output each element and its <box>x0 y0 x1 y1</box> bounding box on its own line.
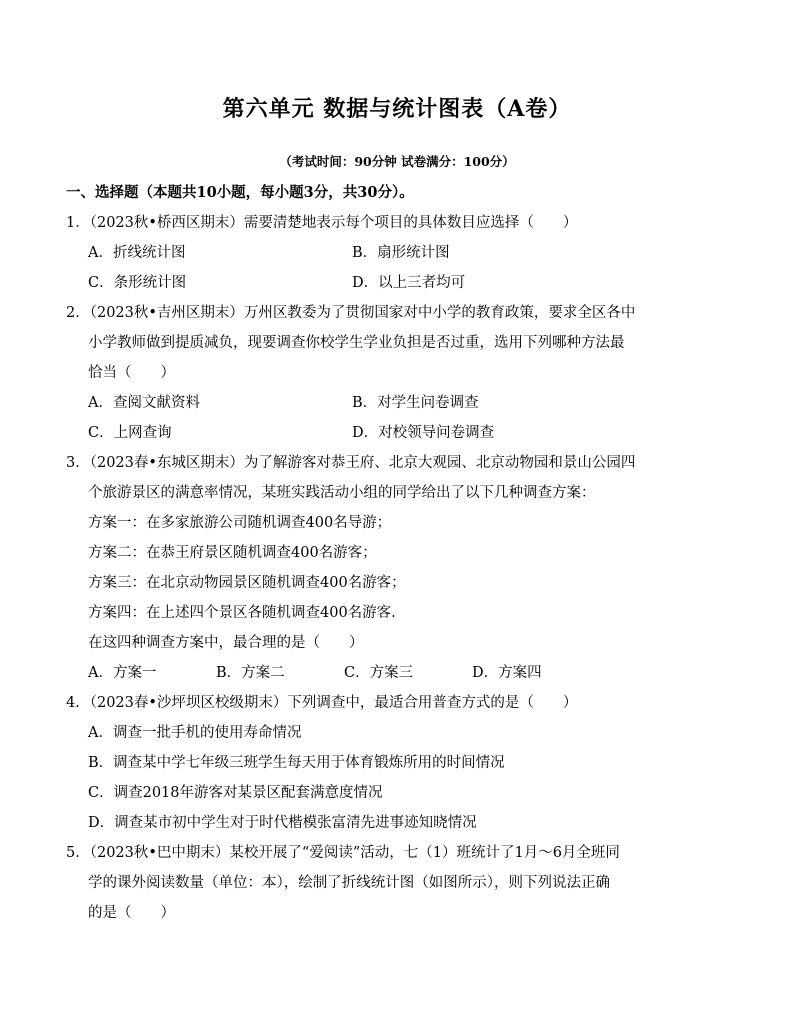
question-1 <box>66 208 686 298</box>
question-stem-continued: 小学教师做到提质减负，现要调查你校学生学业负担是否过重，选用下列哪种方法最 <box>88 335 625 351</box>
question-prompt: 在这四种调查方案中，最合理的是（ ） <box>88 635 364 651</box>
option-c[interactable]: C．方案三 <box>344 665 414 681</box>
plan-2: 方案二：在恭王府景区随机调查400名游客； <box>88 545 377 561</box>
option-b[interactable]: B．对学生问卷调查 <box>352 395 479 411</box>
option-a[interactable]: A．方案一 <box>88 665 157 681</box>
question-stem-continued: 的是（ ） <box>88 905 175 921</box>
options-row <box>66 658 686 688</box>
question-stem: 2．（2023秋•吉州区期末）万州区教委为了贯彻国家对中小学的教育政策，要求全区各中 <box>66 305 636 321</box>
option-a[interactable]: A．调查一批手机的使用寿命情况 <box>88 725 302 741</box>
option-a[interactable]: A．折线统计图 <box>88 245 186 261</box>
question-stem: 1．（2023秋•桥西区期末）需要清楚地表示每个项目的具体数目应选择（ ） <box>66 215 578 231</box>
plan-4: 方案四：在上述四个景区各随机调查400名游客. <box>88 605 396 621</box>
page-title: 第六单元 数据与统计图表（A卷） <box>222 96 572 122</box>
question-stem-continued: 恰当（ ） <box>88 365 175 381</box>
option-b[interactable]: B．调查某中学七年级三班学生每天用于体育锻炼所用的时间情况 <box>88 755 505 771</box>
options-row <box>66 418 686 448</box>
option-d[interactable]: D．调查某市初中学生对于时代楷模张富清先进事迹知晓情况 <box>88 815 477 831</box>
option-c[interactable]: C．条形统计图 <box>88 275 187 291</box>
question-stem-continued: 学的课外阅读数量（单位：本），绘制了折线统计图（如图所示），则下列说法正确 <box>88 875 610 891</box>
option-d[interactable]: D．对校领导问卷调查 <box>352 425 495 441</box>
question-3 <box>66 448 686 688</box>
question-2 <box>66 298 686 448</box>
exam-info: （考试时间：90分钟 试卷满分：100分） <box>279 154 515 169</box>
option-c[interactable]: C．调查2018年游客对某景区配套满意度情况 <box>88 785 383 801</box>
options-row <box>66 268 686 298</box>
options-row <box>66 388 686 418</box>
option-b[interactable]: B．方案二 <box>216 665 285 681</box>
question-stem: 3．（2023春•东城区期末）为了解游客对恭王府、北京大观园、北京动物园和景山公园四 <box>66 455 636 471</box>
option-d[interactable]: D．以上三者均可 <box>352 275 466 291</box>
question-stem: 4．（2023春•沙坪坝区校级期末）下列调查中，最适合用普查方式的是（ ） <box>66 695 578 711</box>
question-5 <box>66 838 686 928</box>
option-b[interactable]: B．扇形统计图 <box>352 245 450 261</box>
options-row <box>66 238 686 268</box>
option-a[interactable]: A．查阅文献资料 <box>88 395 200 411</box>
plan-3: 方案三：在北京动物园景区随机调查400名游客； <box>88 575 406 591</box>
exam-body <box>66 178 686 928</box>
option-c[interactable]: C．上网查询 <box>88 425 172 441</box>
question-stem: 5．（2023秋•巴中期末）某校开展了“爱阅读”活动，七（1）班统计了1月～6月全班同 <box>66 845 620 861</box>
question-4 <box>66 688 686 838</box>
plan-1: 方案一：在多家旅游公司随机调查400名导游； <box>88 515 392 531</box>
question-stem-continued: 个旅游景区的满意率情况，某班实践活动小组的同学给出了以下几种调查方案： <box>88 485 596 501</box>
section-heading: 一、选择题（本题共10小题，每小题3分，共30分）。 <box>66 184 414 201</box>
option-d[interactable]: D．方案四 <box>472 665 542 681</box>
